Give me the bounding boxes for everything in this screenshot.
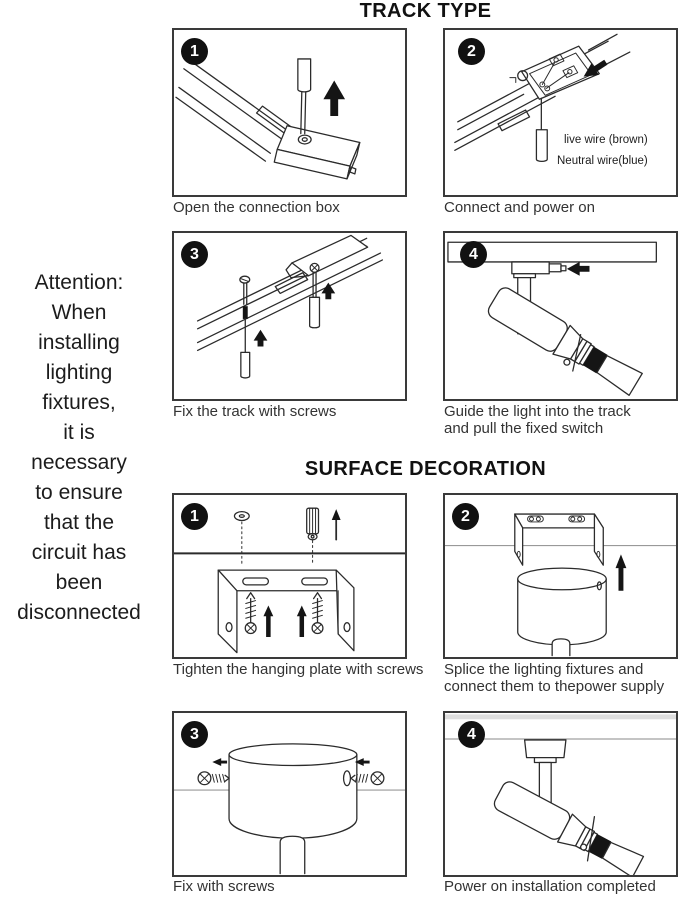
up-arrow-icon xyxy=(332,509,341,539)
attention-line: installing xyxy=(38,331,120,354)
step-number-badge: 3 xyxy=(181,721,208,748)
up-arrow-icon xyxy=(297,605,307,636)
attention-line: that the xyxy=(43,511,115,534)
hanging-plate-illustration xyxy=(174,495,405,657)
slide-arrow-icon xyxy=(567,262,590,276)
step-number-badge: 1 xyxy=(181,38,208,65)
track-adapter xyxy=(512,262,566,278)
attention-line: circuit has xyxy=(31,541,127,564)
attention-line: Attention: xyxy=(34,271,124,294)
hanging-plate xyxy=(218,570,354,653)
hanging-wire-cap xyxy=(536,98,547,161)
step-number-badge: 2 xyxy=(452,503,479,530)
caption-track-step4 xyxy=(444,403,631,437)
attention-line: lighting xyxy=(45,361,113,384)
canopy xyxy=(518,568,606,645)
attention-note xyxy=(0,268,160,628)
step-number-badge: 2 xyxy=(458,38,485,65)
panel-surface-step1 xyxy=(172,493,407,659)
connection-box xyxy=(274,126,360,179)
panel-surface-step2 xyxy=(443,493,678,659)
pipe xyxy=(280,836,305,873)
neutral-wire-label: Neutral wire(blue) xyxy=(557,155,648,167)
caption-line: Open the connection box xyxy=(173,199,340,216)
left-screw xyxy=(240,276,250,378)
up-arrow-icon xyxy=(263,605,273,636)
attention-line: been xyxy=(55,571,103,594)
canopy xyxy=(525,740,566,763)
caption-track-step2 xyxy=(444,199,595,216)
step-number-badge: 1 xyxy=(181,503,208,530)
panel-track-step1 xyxy=(172,28,407,197)
caption-track-step1 xyxy=(173,199,340,216)
caption-surface-step3 xyxy=(173,878,275,895)
open-connection-box xyxy=(510,34,630,99)
caption-track-step3 xyxy=(173,403,336,420)
caption-line: Connect and power on xyxy=(444,199,595,216)
attention-line: disconnected xyxy=(17,601,141,624)
track-open-box-illustration xyxy=(174,30,405,195)
step-number-badge: 4 xyxy=(460,241,487,268)
caption-surface-step1 xyxy=(173,661,423,678)
up-arrow-icon xyxy=(323,81,345,116)
attention-line: to ensure xyxy=(35,481,123,504)
attention-line: necessary xyxy=(31,451,127,474)
left-screw-icon xyxy=(198,758,229,785)
attention-line: it is xyxy=(63,421,95,444)
caption-line: connect them to thepower supply xyxy=(444,678,665,695)
caption-line: Fix with screws xyxy=(173,878,275,895)
up-arrow-icon xyxy=(616,554,627,590)
attention-line: When xyxy=(51,301,107,324)
wall-plug-anchor xyxy=(307,508,319,565)
panel-surface-step4 xyxy=(443,711,678,877)
caption-line: Guide the light into the track xyxy=(444,403,631,420)
section-title-track-type: TRACK TYPE xyxy=(359,0,492,22)
fix-canopy-illustration xyxy=(174,713,405,875)
caption-surface-step2 xyxy=(444,661,664,695)
ceiling-strip xyxy=(445,714,676,719)
step-number-badge: 4 xyxy=(458,721,485,748)
hanging-plate xyxy=(515,514,603,565)
up-arrow-icon xyxy=(321,283,335,300)
caption-line: Fix the track with screws xyxy=(173,403,337,420)
splice-fixture-illustration xyxy=(445,495,676,657)
caption-line: Splice the lighting fixtures and xyxy=(444,661,644,678)
canopy xyxy=(229,744,357,838)
step-number-badge: 3 xyxy=(181,241,208,268)
screw-icon xyxy=(245,593,256,634)
caption-line: Power on installation completed xyxy=(444,878,656,895)
cover-screw xyxy=(298,59,311,134)
section-title-surface-decoration: SURFACE DECORATION xyxy=(304,458,547,480)
spotlight-fixture xyxy=(492,779,646,875)
live-wire-label: live wire (brown) xyxy=(564,134,648,146)
caption-line: and pull the fixed switch xyxy=(444,420,604,437)
pipe xyxy=(552,639,570,656)
caption-line: Tighten the hanging plate with screws xyxy=(173,661,424,678)
track-rails xyxy=(198,238,383,350)
attention-line: fixtures, xyxy=(42,391,116,414)
track-fix-screws-illustration xyxy=(174,233,405,399)
panel-track-step3 xyxy=(172,231,407,401)
spotlight-fixture xyxy=(486,285,645,399)
screw-icon xyxy=(312,593,323,634)
panel-track-step4 xyxy=(443,231,678,401)
up-arrow-icon xyxy=(254,330,268,347)
caption-surface-step4 xyxy=(444,878,656,895)
panel-track-step2 xyxy=(443,28,678,197)
panel-surface-step3 xyxy=(172,711,407,877)
anchor-cap xyxy=(234,512,249,566)
